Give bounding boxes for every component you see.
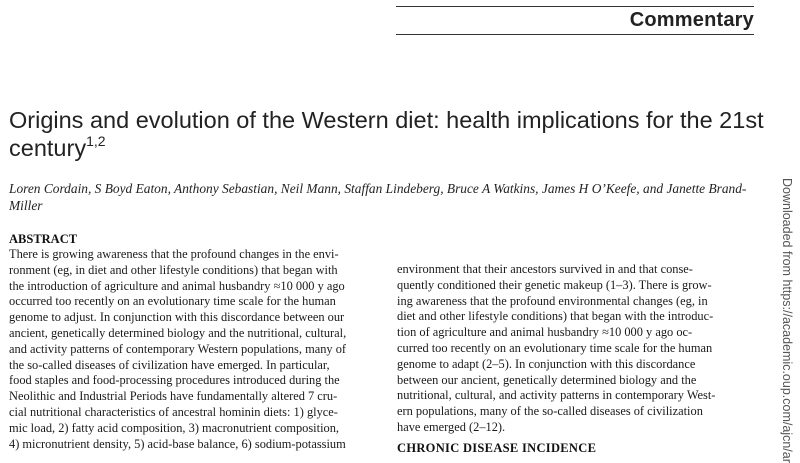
abstract-line: occurred too recently on an evolutionary time scale for the human [9,294,336,309]
abstract-line: the introduction of agriculture and animal husbandry ≈10 000 y ago [9,278,345,293]
article-title [9,106,779,165]
abstract-body [9,247,374,452]
abstract-line: cial nutritional characteristics of ancestral hominin diets: 1) glyce- [9,404,338,419]
abstract-line: and activity patterns of contemporary Western populations, many of [9,341,347,356]
section-heading-chronic-disease: CHRONIC DISEASE INCIDENCE [397,441,597,455]
intro-line: between our ancient, genetically determined biology and the [397,372,697,387]
abstract-line: 4) micronutrient density, 5) acid-base balance, 6) sodium-potassium [9,436,346,451]
intro-line: curred too recently on an evolutionary time scale for the human [397,340,713,355]
header-rule-bottom [396,34,754,35]
intro-line: tion of agriculture and animal husbandry ≈10 000 y ago oc- [397,325,693,340]
abstract-line: Neolithic and Industrial Periods have fundamentally altered 7 cru- [9,389,338,404]
author-list: Loren Cordain, S Boyd Eaton, Anthony Sebastian, Neil Mann, Staffan Lindeberg, Bruce A Watkins, James H O’Keefe, and Janette Brand-Miller [9,181,747,213]
abstract-line: There is growing awareness that the profound changes in the envi- [9,247,339,261]
abstract-line: mic load, 2) fatty acid composition, 3) macronutrient composition, [9,420,339,435]
intro-line: ing awareness that the profound environmental changes (eg, in [397,293,708,308]
abstract-line: ronment (eg, in diet and other lifestyle conditions) that began with [9,262,338,277]
introduction-body [397,262,757,436]
title-footnote-marker: 1,2 [86,133,106,149]
abstract-line: genome to adjust. In conjunction with this discordance between our [9,310,345,325]
section-label: Commentary [629,9,754,31]
abstract-heading: ABSTRACT [9,232,78,246]
abstract-line: food staples and food-processing procedures introduced during the [9,373,340,388]
intro-line: quently conditioned their genetic makeup (1–3). There is grow- [397,277,712,292]
intro-line: diet and other lifestyle conditions) that began with the introduc- [397,309,714,324]
abstract-line: the so-called diseases of civilization have emerged. In particular, [9,357,330,372]
intro-line: ern populations, many of the so-called diseases of civilization [397,404,703,419]
intro-line: nutritional, cultural, and activity patterns in contemporary West- [397,388,716,403]
title-text: Origins and evolution of the Western diet: health implications for the 21st century [9,107,764,161]
intro-line: genome to adapt (2–5). In conjunction with this discordance [397,356,696,371]
abstract-line: ancient, genetically determined biology and the nutritional, cultural, [9,325,347,340]
header-rule-top [396,6,754,7]
intro-line: have emerged (2–12). [397,419,506,434]
intro-line: environment that their ancestors survived in and that conse- [397,262,693,276]
download-watermark: Downloaded from https://academic.oup.com/ajcn/ar [780,178,794,463]
